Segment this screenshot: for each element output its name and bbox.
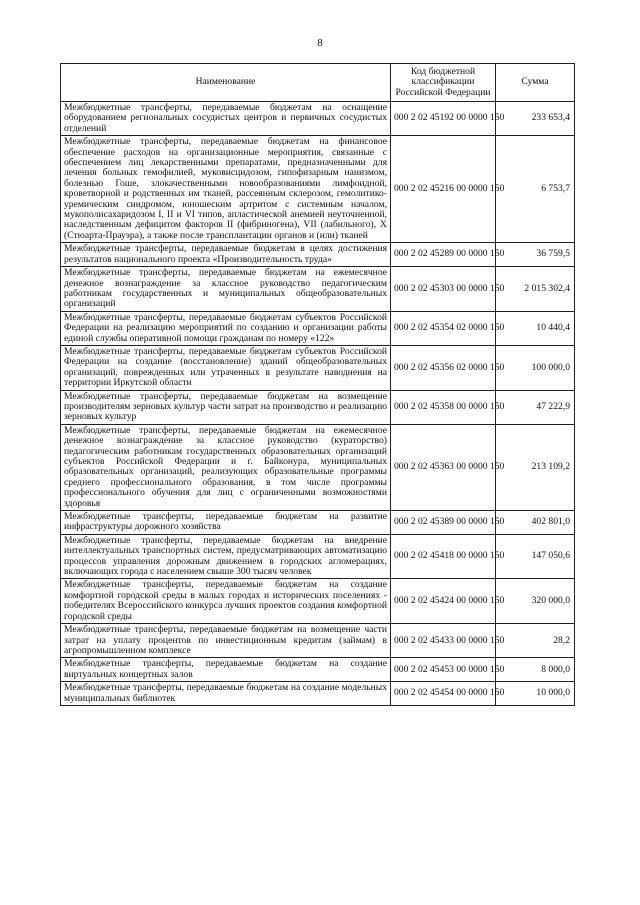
budget-table bbox=[60, 63, 575, 706]
table-row bbox=[61, 345, 575, 390]
cell-code: 000 2 02 45358 00 0000 150 bbox=[391, 390, 496, 424]
cell-code: 000 2 02 45433 00 0000 150 bbox=[391, 624, 496, 658]
cell-name: Межбюджетные трансферты, передаваемые бюджетам на создание виртуальных концертных залов bbox=[61, 658, 391, 682]
cell-name: Межбюджетные трансферты, передаваемые бюджетам на развитие инфраструктуры дорожного хозяйства bbox=[61, 511, 391, 535]
cell-sum: 213 109,2 bbox=[496, 424, 575, 510]
table-row bbox=[61, 624, 575, 658]
cell-sum: 6 753,7 bbox=[496, 136, 575, 243]
cell-sum: 47 222,9 bbox=[496, 390, 575, 424]
cell-name: Межбюджетные трансферты, передаваемые бюджетам на ежемесячное денежное вознаграждение за классное руководство педагогическим работникам государственных и муниципальных общеобразовательных организаций bbox=[61, 267, 391, 312]
cell-name: Межбюджетные трансферты, передаваемые бюджетам субъектов Российской Федерации на реализацию мероприятий по созданию и организации работы единой службы оперативной помощи гражданам по номеру «122» bbox=[61, 311, 391, 345]
table-row bbox=[61, 390, 575, 424]
cell-code: 000 2 02 45424 00 0000 150 bbox=[391, 579, 496, 624]
cell-sum: 8 000,0 bbox=[496, 658, 575, 682]
cell-name: Межбюджетные трансферты, передаваемые бюджетам в целях достижения результатов национального проекта «Производительность труда» bbox=[61, 243, 391, 267]
cell-code: 000 2 02 45453 00 0000 150 bbox=[391, 658, 496, 682]
table-row bbox=[61, 579, 575, 624]
header-name: Наименование bbox=[61, 64, 391, 102]
table-row bbox=[61, 424, 575, 510]
cell-sum: 233 653,4 bbox=[496, 102, 575, 136]
header-code: Код бюджетной классификации Российской Федерации bbox=[391, 64, 496, 102]
table-row bbox=[61, 267, 575, 312]
cell-name: Межбюджетные трансферты, передаваемые бюджетам на создание комфортной городской среды в малых городах и исторических поселениях - победителях Всероссийского конкурса лучших проектов создания комфортной городской среды bbox=[61, 579, 391, 624]
cell-code: 000 2 02 45354 02 0000 150 bbox=[391, 311, 496, 345]
cell-name: Межбюджетные трансферты, передаваемые бюджетам на возмещение части затрат на уплату процентов по инвестиционным кредитам (займам) в агропромышленном комплексе bbox=[61, 624, 391, 658]
table-row bbox=[61, 243, 575, 267]
table-row bbox=[61, 136, 575, 243]
table-row bbox=[61, 534, 575, 579]
cell-sum: 100 000,0 bbox=[496, 345, 575, 390]
cell-name: Межбюджетные трансферты, передаваемые бюджетам на возмещение производителям зерновых культур части затрат на производство и реализацию зерновых культур bbox=[61, 390, 391, 424]
cell-name: Межбюджетные трансферты, передаваемые бюджетам на внедрение интеллектуальных транспортных систем, предусматривающих автоматизацию процессов управления дорожным движением в городских агломерациях, включающих города с населением свыше 300 тысяч человек bbox=[61, 534, 391, 579]
table-row bbox=[61, 311, 575, 345]
table-row bbox=[61, 682, 575, 706]
cell-name: Межбюджетные трансферты, передаваемые бюджетам на финансовое обеспечение расходов на организационные мероприятия, связанные с обеспечением лиц лекарственными препаратами, предназначенными для лечения больных гемофилией, муковисцидозом, гипофизарным нанизмом, болезнью Гоше, злокачественными новообразованиями лимфоидной, кроветворной и родственных им тканей, рассеянным склерозом, гемолитико-уремическим синдромом, юношеским артритом с системным началом, мукополисахаридозом I, II и VI типов, апластической анемией неуточненной, наследственным дефицитом факторов II (фибриногена), VII (лабильного), X (Стюарта-Прауэра), а также после трансплантации органов и (или) тканей bbox=[61, 136, 391, 243]
cell-name: Межбюджетные трансферты, передаваемые бюджетам субъектов Российской Федерации на создание (восстановление) зданий общеобразовательных организаций, поврежденных или утраченных в результате наводнения на территории Иркутской области bbox=[61, 345, 391, 390]
table-header-row bbox=[61, 64, 575, 102]
table-body bbox=[61, 102, 575, 706]
header-sum: Сумма bbox=[496, 64, 575, 102]
cell-name: Межбюджетные трансферты, передаваемые бюджетам на оснащение оборудованием региональных сосудистых центров и первичных сосудистых отделений bbox=[61, 102, 391, 136]
cell-name: Межбюджетные трансферты, передаваемые бюджетам на ежемесячное денежное вознаграждение за классное руководство (кураторство) педагогическим работникам государственных образовательных организаций субъектов Российской Федерации и г. Байконура, муниципальных образовательных организаций, реализующих образовательные программы среднего профессионального образования, в том числе программы профессионального обучения для лиц с ограниченными возможностями здоровья bbox=[61, 424, 391, 510]
cell-code: 000 2 02 45454 00 0000 150 bbox=[391, 682, 496, 706]
cell-code: 000 2 02 45216 00 0000 150 bbox=[391, 136, 496, 243]
cell-sum: 10 440,4 bbox=[496, 311, 575, 345]
cell-code: 000 2 02 45289 00 0000 150 bbox=[391, 243, 496, 267]
cell-code: 000 2 02 45303 00 0000 150 bbox=[391, 267, 496, 312]
cell-name: Межбюджетные трансферты, передаваемые бюджетам на создание модельных муниципальных библиотек bbox=[61, 682, 391, 706]
cell-sum: 320 000,0 bbox=[496, 579, 575, 624]
cell-sum: 147 050,6 bbox=[496, 534, 575, 579]
table-row bbox=[61, 658, 575, 682]
table-row bbox=[61, 102, 575, 136]
cell-sum: 2 015 302,4 bbox=[496, 267, 575, 312]
cell-sum: 28,2 bbox=[496, 624, 575, 658]
cell-sum: 10 000,0 bbox=[496, 682, 575, 706]
page-number: 8 bbox=[317, 37, 323, 49]
cell-sum: 36 759,5 bbox=[496, 243, 575, 267]
table-row bbox=[61, 511, 575, 535]
cell-code: 000 2 02 45356 02 0000 150 bbox=[391, 345, 496, 390]
cell-code: 000 2 02 45363 00 0000 150 bbox=[391, 424, 496, 510]
cell-sum: 402 801,0 bbox=[496, 511, 575, 535]
cell-code: 000 2 02 45418 00 0000 150 bbox=[391, 534, 496, 579]
cell-code: 000 2 02 45192 00 0000 150 bbox=[391, 102, 496, 136]
cell-code: 000 2 02 45389 00 0000 150 bbox=[391, 511, 496, 535]
